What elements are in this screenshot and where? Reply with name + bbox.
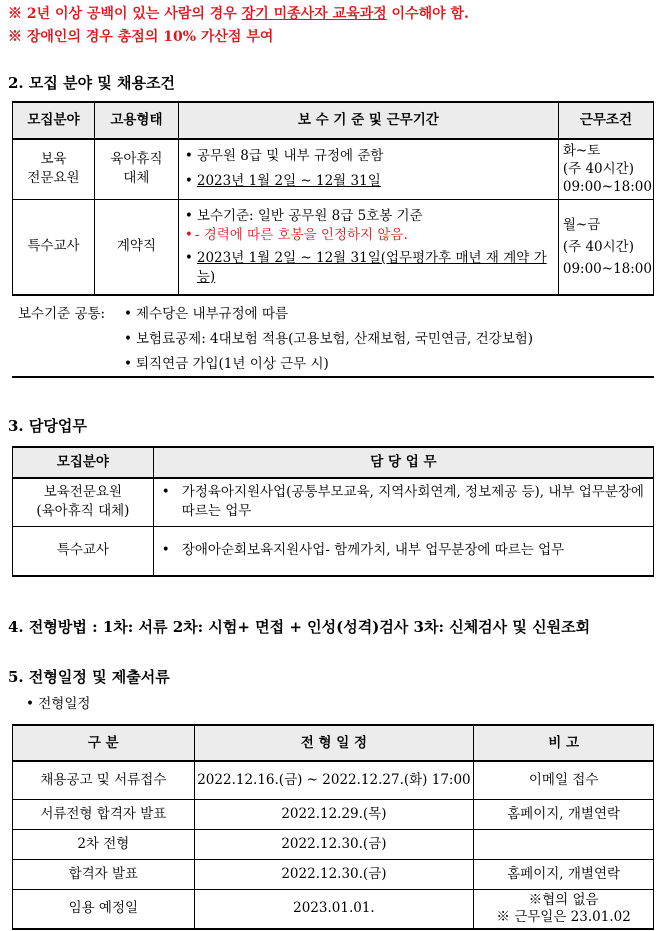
type-cell: 계약직 [94,199,178,295]
category-cell: 2차 전형 [13,829,195,859]
list-item: • 퇴직연금 가입(1년 이상 근무 시) [122,352,533,377]
table-row [13,799,654,829]
note-blank-period [8,3,469,23]
category-cell: 임용 예정일 [13,889,195,929]
list-item: • 제수당은 내부규정에 따름 [122,302,533,327]
note-underline: 장기 미종사자 교육과정 [241,6,387,22]
condition-cell: 화~토 (주 40시간) 09:00~18:00 [558,139,653,199]
note-disability-bonus: ※ 장애인의 경우 총점의 10% 가산점 부여 [8,29,274,45]
date-cell: 2022.12.16.(금) ~ 2022.12.27.(화) 17:00 [194,761,474,799]
table-row [13,761,654,799]
duties-table [12,446,654,577]
section3-title: 3. 담당업무 [8,417,87,435]
category-cell: 합격자 발표 [13,859,195,889]
table-row [13,889,654,929]
col-category: 구 분 [13,725,195,761]
pay-note-text: - 경력에 따른 호봉을 인정하지 않음. [194,226,408,243]
section4-title: 4. 전형방법 : 1차: 서류 2차: 시험+ 면접 + 인성(성격)검사 3차: 신체검사 및 신원조회 [8,618,591,636]
col-remark: 비 고 [474,725,654,761]
date-cell: 2022.12.30.(금) [194,859,474,889]
duty-item: • 가정육아지원사업(공통부모교육, 지역사회연계, 정보제공 등), 내부 업무분장에 따르는 업무 [160,483,647,521]
category-cell: 서류전형 합격자 발표 [13,799,195,829]
table-row [13,199,654,295]
pay-cell [178,139,558,199]
list-item: • 보험료공제: 4대보험 적용(고용보험, 산재보험, 국민연금, 건강보험) [122,327,533,352]
condition-cell: 월~금 (주 40시간) 09:00~18:00 [558,199,653,295]
bullet: • [26,696,34,712]
section2-title: 2. 모집 분야 및 채용조건 [8,74,175,92]
table-row [13,478,654,526]
pay-common-block [12,297,654,378]
duty-cell [153,478,653,526]
col-date: 전 형 일 정 [194,725,474,761]
common-label: 보수기준 공통: [18,306,106,322]
table-row [13,859,654,889]
section5-title: 5. 전형일정 및 제출서류 [8,668,170,686]
remark-cell: 홈페이지, 개별연락 [474,859,654,889]
remark-cell: 이메일 접수 [474,761,654,799]
table-row [13,139,654,199]
field-cell: 보육전문요원 (육아휴직 대체) [13,478,154,526]
schedule-subtitle-text: 전형일정 [38,696,91,712]
col-condition: 근무조건 [558,102,653,139]
type-cell: 육아휴직 대체 [94,139,178,199]
field-cell: 특수교사 [13,199,95,295]
schedule-subtitle [26,692,90,712]
note-suffix: 이수해야 함. [386,6,469,22]
col-field: 모집분야 [13,447,154,478]
remark-cell: 홈페이지, 개별연락 [474,799,654,829]
pay-item: • 공무원 8급 및 내부 규정에 준함 [183,147,557,166]
table-row [13,829,654,859]
pay-item: • 보수기준: 일반 공무원 8급 5호봉 기준 [183,207,557,226]
period-text: 2023년 1월 2일 ~ 12월 31일(업무평가후 매년 재 계약 가능) [196,249,547,285]
col-field: 모집분야 [13,102,95,139]
date-cell: 2022.12.30.(금) [194,829,474,859]
field-cell: 보육 전문요원 [13,139,95,199]
col-pay: 보 수 기 준 및 근무기간 [178,102,558,139]
common-list [122,302,533,377]
pay-cell [178,199,558,295]
date-cell: 2022.12.29.(목) [194,799,474,829]
duty-item: • 장애아순회보육지원사업- 함께가치, 내부 업무분장에 따르는 업무 [160,541,647,560]
col-duty: 담 당 업 무 [153,447,653,478]
field-cell: 특수교사 [13,526,154,576]
period-text: 2023년 1월 2일 ~ 12월 31일 [196,173,381,190]
category-cell: 채용공고 및 서류접수 [13,761,195,799]
date-cell: 2023.01.01. [194,889,474,929]
note-prefix: ※ 2년 이상 공백이 있는 사람의 경우 [8,6,242,22]
duty-cell [153,526,653,576]
table-row [13,526,654,576]
remark-cell: ※협의 없음 ※ 근무일은 23.01.02 [474,889,654,929]
schedule-table [12,724,654,930]
recruit-conditions-table [12,101,654,296]
pay-note [183,226,557,245]
remark-cell [474,829,654,859]
col-type: 고용형태 [94,102,178,139]
